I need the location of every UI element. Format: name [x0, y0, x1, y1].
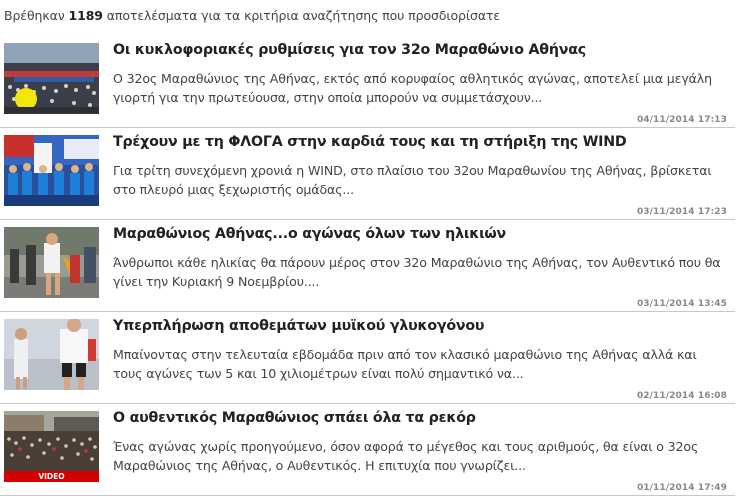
- result-title[interactable]: Ο αυθεντικός Μαραθώνιος σπάει όλα τα ρεκόρ: [113, 410, 476, 426]
- result-item: [0, 220, 735, 312]
- result-description: Ο 32ος Μαραθώνιος της Αθήνας, εκτός από κορυφαίος αθλητικός αγώνας, αποτελεί μια μεγάλη γιορτή για την πρωτεύουσα, στην οποία μπορούν να συμμετάσχουν...: [113, 71, 712, 105]
- result-date: 02/11/2014 16:08: [636, 391, 727, 401]
- result-thumbnail-marathon-records[interactable]: [4, 411, 99, 482]
- result-date: 03/11/2014 13:45: [636, 299, 727, 309]
- result-description: Ένας αγώνας χωρίς προηγούμενο, όσον αφορά το μέγεθος και τους αριθμούς, θα είναι ο 32ος Μαραθώνιος της Αθήνας, ο Αυθεντικός. Η επιτυχία που γνωρίζει...: [113, 439, 699, 473]
- result-title[interactable]: Μαραθώνιος Αθήνας...ο αγώνας όλων των ηλικιών: [113, 226, 506, 242]
- results-summary: [4, 8, 500, 23]
- result-title[interactable]: Οι κυκλοφοριακές ρυθμίσεις για τον 32ο Μαραθώνιο Αθήνας: [113, 42, 586, 58]
- result-thumbnail-marathon-crowd[interactable]: [4, 43, 99, 114]
- result-item: [0, 404, 735, 496]
- result-item: [0, 128, 735, 220]
- summary-suffix: αποτελέσματα για τα κριτήρια αναζήτησης που προσδιορίσατε: [106, 8, 501, 23]
- result-item: [0, 312, 735, 404]
- results-count: 1189: [68, 8, 103, 23]
- result-thumbnail-runners-all-ages[interactable]: [4, 227, 99, 298]
- result-description: Άνθρωποι κάθε ηλικίας θα πάρουν μέρος στον 32ο Μαραθώνιο της Αθήνας, τον Αυθεντικό που θα γίνει την Κυριακή 9 Νοεμβρίου....: [113, 255, 721, 289]
- results-list: [0, 36, 740, 496]
- result-date: 01/11/2014 17:49: [636, 483, 727, 493]
- result-description: Για τρίτη συνεχόμενη χρονιά η WIND, στο πλαίσιο του 32ου Μαραθωνίου της Αθήνας, βρίσκεται στο πλευρό μιας ξεχωριστής ομάδας...: [113, 163, 712, 197]
- result-date: 03/11/2014 17:23: [636, 207, 727, 217]
- summary-prefix: Βρέθηκαν: [4, 8, 65, 23]
- result-thumbnail-runners-glycogen[interactable]: [4, 319, 99, 390]
- result-description: Μπαίνοντας στην τελευταία εβδομάδα πριν από τον κλασικό μαραθώνιο της Αθήνας αλλά και τους αγώνες των 5 και 10 χιλιομέτρων είναι πολύ σημαντικό να...: [113, 347, 697, 381]
- result-thumbnail-wind-team[interactable]: [4, 135, 99, 206]
- result-item: [0, 36, 735, 128]
- result-date: 04/11/2014 17:13: [636, 115, 727, 125]
- result-title[interactable]: Υπερπλήρωση αποθεμάτων μυϊκού γλυκογόνου: [113, 318, 485, 334]
- result-title[interactable]: Τρέχουν με τη ΦΛΟΓΑ στην καρδιά τους και τη στήριξη της WIND: [113, 134, 627, 150]
- video-badge: VIDEO: [4, 471, 99, 482]
